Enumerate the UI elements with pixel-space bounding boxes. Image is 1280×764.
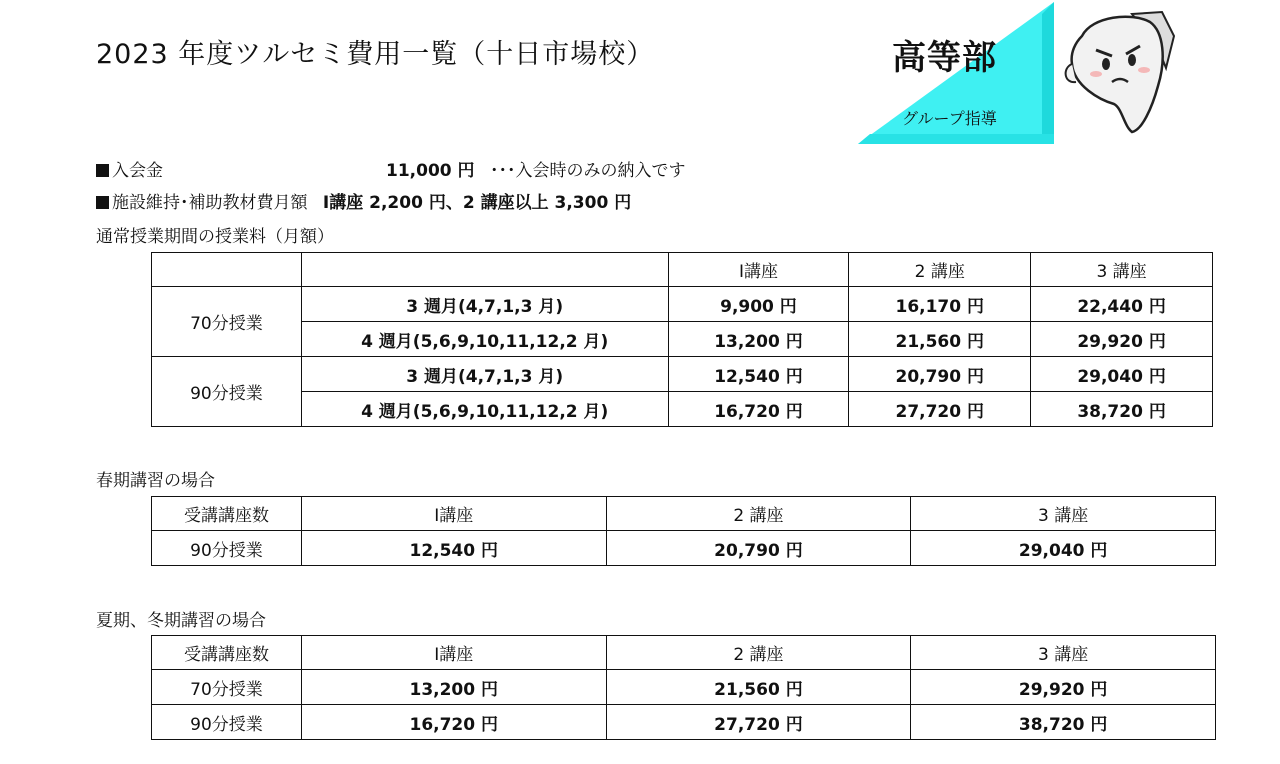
price-cell: 29,040 円 <box>911 531 1216 566</box>
header-cell: 3 講座 <box>911 636 1216 670</box>
price-cell: 29,040 円 <box>1031 357 1213 392</box>
regular-heading-text: 通常授業期間の授業料（月額） <box>96 227 334 247</box>
badge-title: 高等部 <box>892 38 997 78</box>
price-cell: 12,540 円 <box>301 531 606 566</box>
price-cell: 12,540 円 <box>668 357 849 392</box>
table-row <box>152 531 1216 566</box>
regular-heading <box>96 222 334 247</box>
summer-winter-course-table <box>151 635 1216 740</box>
mascot-illustration <box>1062 8 1180 136</box>
table-header-row <box>152 253 1213 287</box>
header-cell: Ⅰ講座 <box>301 497 606 531</box>
table-row <box>152 670 1216 705</box>
price-cell: 20,790 円 <box>849 357 1031 392</box>
price-cell: 16,720 円 <box>668 392 849 427</box>
price-cell: 29,920 円 <box>911 670 1216 705</box>
facility-fee-line <box>96 188 631 213</box>
table-row <box>152 392 1213 427</box>
price-cell: 20,790 円 <box>606 531 911 566</box>
header-cell: Ⅰ講座 <box>301 636 606 670</box>
badge-subtitle: グループ指導 <box>902 109 997 128</box>
table-row <box>152 357 1213 392</box>
summer-winter-heading-text: 夏期、冬期講習の場合 <box>96 611 266 631</box>
header-cell: 受講講座数 <box>152 497 302 531</box>
price-cell: 21,560 円 <box>849 322 1031 357</box>
price-cell: 38,720 円 <box>911 705 1216 740</box>
header-cell: 3 講座 <box>1031 253 1213 287</box>
spring-heading <box>96 466 215 491</box>
facility-value: Ⅰ講座 2,200 円、2 講座以上 3,300 円 <box>322 193 632 213</box>
price-cell: 9,900 円 <box>668 287 849 322</box>
enrollment-note: ･･･入会時のみの納入です <box>490 161 686 181</box>
price-cell: 38,720 円 <box>1031 392 1213 427</box>
regular-tuition-table <box>151 252 1213 427</box>
price-cell: 16,170 円 <box>849 287 1031 322</box>
period-cell: 3 週月(4,7,1,3 月) <box>301 357 668 392</box>
period-cell: 4 週月(5,6,9,10,11,12,2 月) <box>301 322 668 357</box>
lesson-length-cell: 70分授業 <box>152 287 302 357</box>
lesson-length-cell: 90分授業 <box>152 705 302 740</box>
price-cell: 22,440 円 <box>1031 287 1213 322</box>
header-cell: 2 講座 <box>606 497 911 531</box>
period-cell: 3 週月(4,7,1,3 月) <box>301 287 668 322</box>
bullet-square-icon <box>96 196 109 209</box>
price-cell: 27,720 円 <box>849 392 1031 427</box>
table-row <box>152 322 1213 357</box>
table-row <box>152 287 1213 322</box>
header-cell <box>301 253 668 287</box>
table-row <box>152 705 1216 740</box>
summer-winter-heading <box>96 606 266 631</box>
price-cell: 29,920 円 <box>1031 322 1213 357</box>
division-badge <box>858 2 1056 144</box>
enrollment-value: 11,000 円 <box>386 161 475 181</box>
lesson-length-cell: 90分授業 <box>152 357 302 427</box>
lesson-length-cell: 70分授業 <box>152 670 302 705</box>
enrollment-fee-line <box>96 156 686 181</box>
spring-heading-text: 春期講習の場合 <box>96 471 215 491</box>
price-cell: 13,200 円 <box>301 670 606 705</box>
header-cell <box>152 253 302 287</box>
spring-course-table <box>151 496 1216 566</box>
header-cell: 受講講座数 <box>152 636 302 670</box>
bullet-square-icon <box>96 164 109 177</box>
facility-label: 施設維持･補助教材費月額 <box>112 193 308 213</box>
table-header-row <box>152 497 1216 531</box>
price-cell: 21,560 円 <box>606 670 911 705</box>
price-cell: 13,200 円 <box>668 322 849 357</box>
enrollment-label: 入会金 <box>112 161 163 181</box>
header-cell: Ⅰ講座 <box>668 253 849 287</box>
period-cell: 4 週月(5,6,9,10,11,12,2 月) <box>301 392 668 427</box>
table-header-row <box>152 636 1216 670</box>
price-cell: 27,720 円 <box>606 705 911 740</box>
lesson-length-cell: 90分授業 <box>152 531 302 566</box>
header-cell: 3 講座 <box>911 497 1216 531</box>
header-cell: 2 講座 <box>849 253 1031 287</box>
page-title: 2023 年度ツルセミ費用一覧（十日市場校） <box>96 39 655 70</box>
header-cell: 2 講座 <box>606 636 911 670</box>
price-cell: 16,720 円 <box>301 705 606 740</box>
